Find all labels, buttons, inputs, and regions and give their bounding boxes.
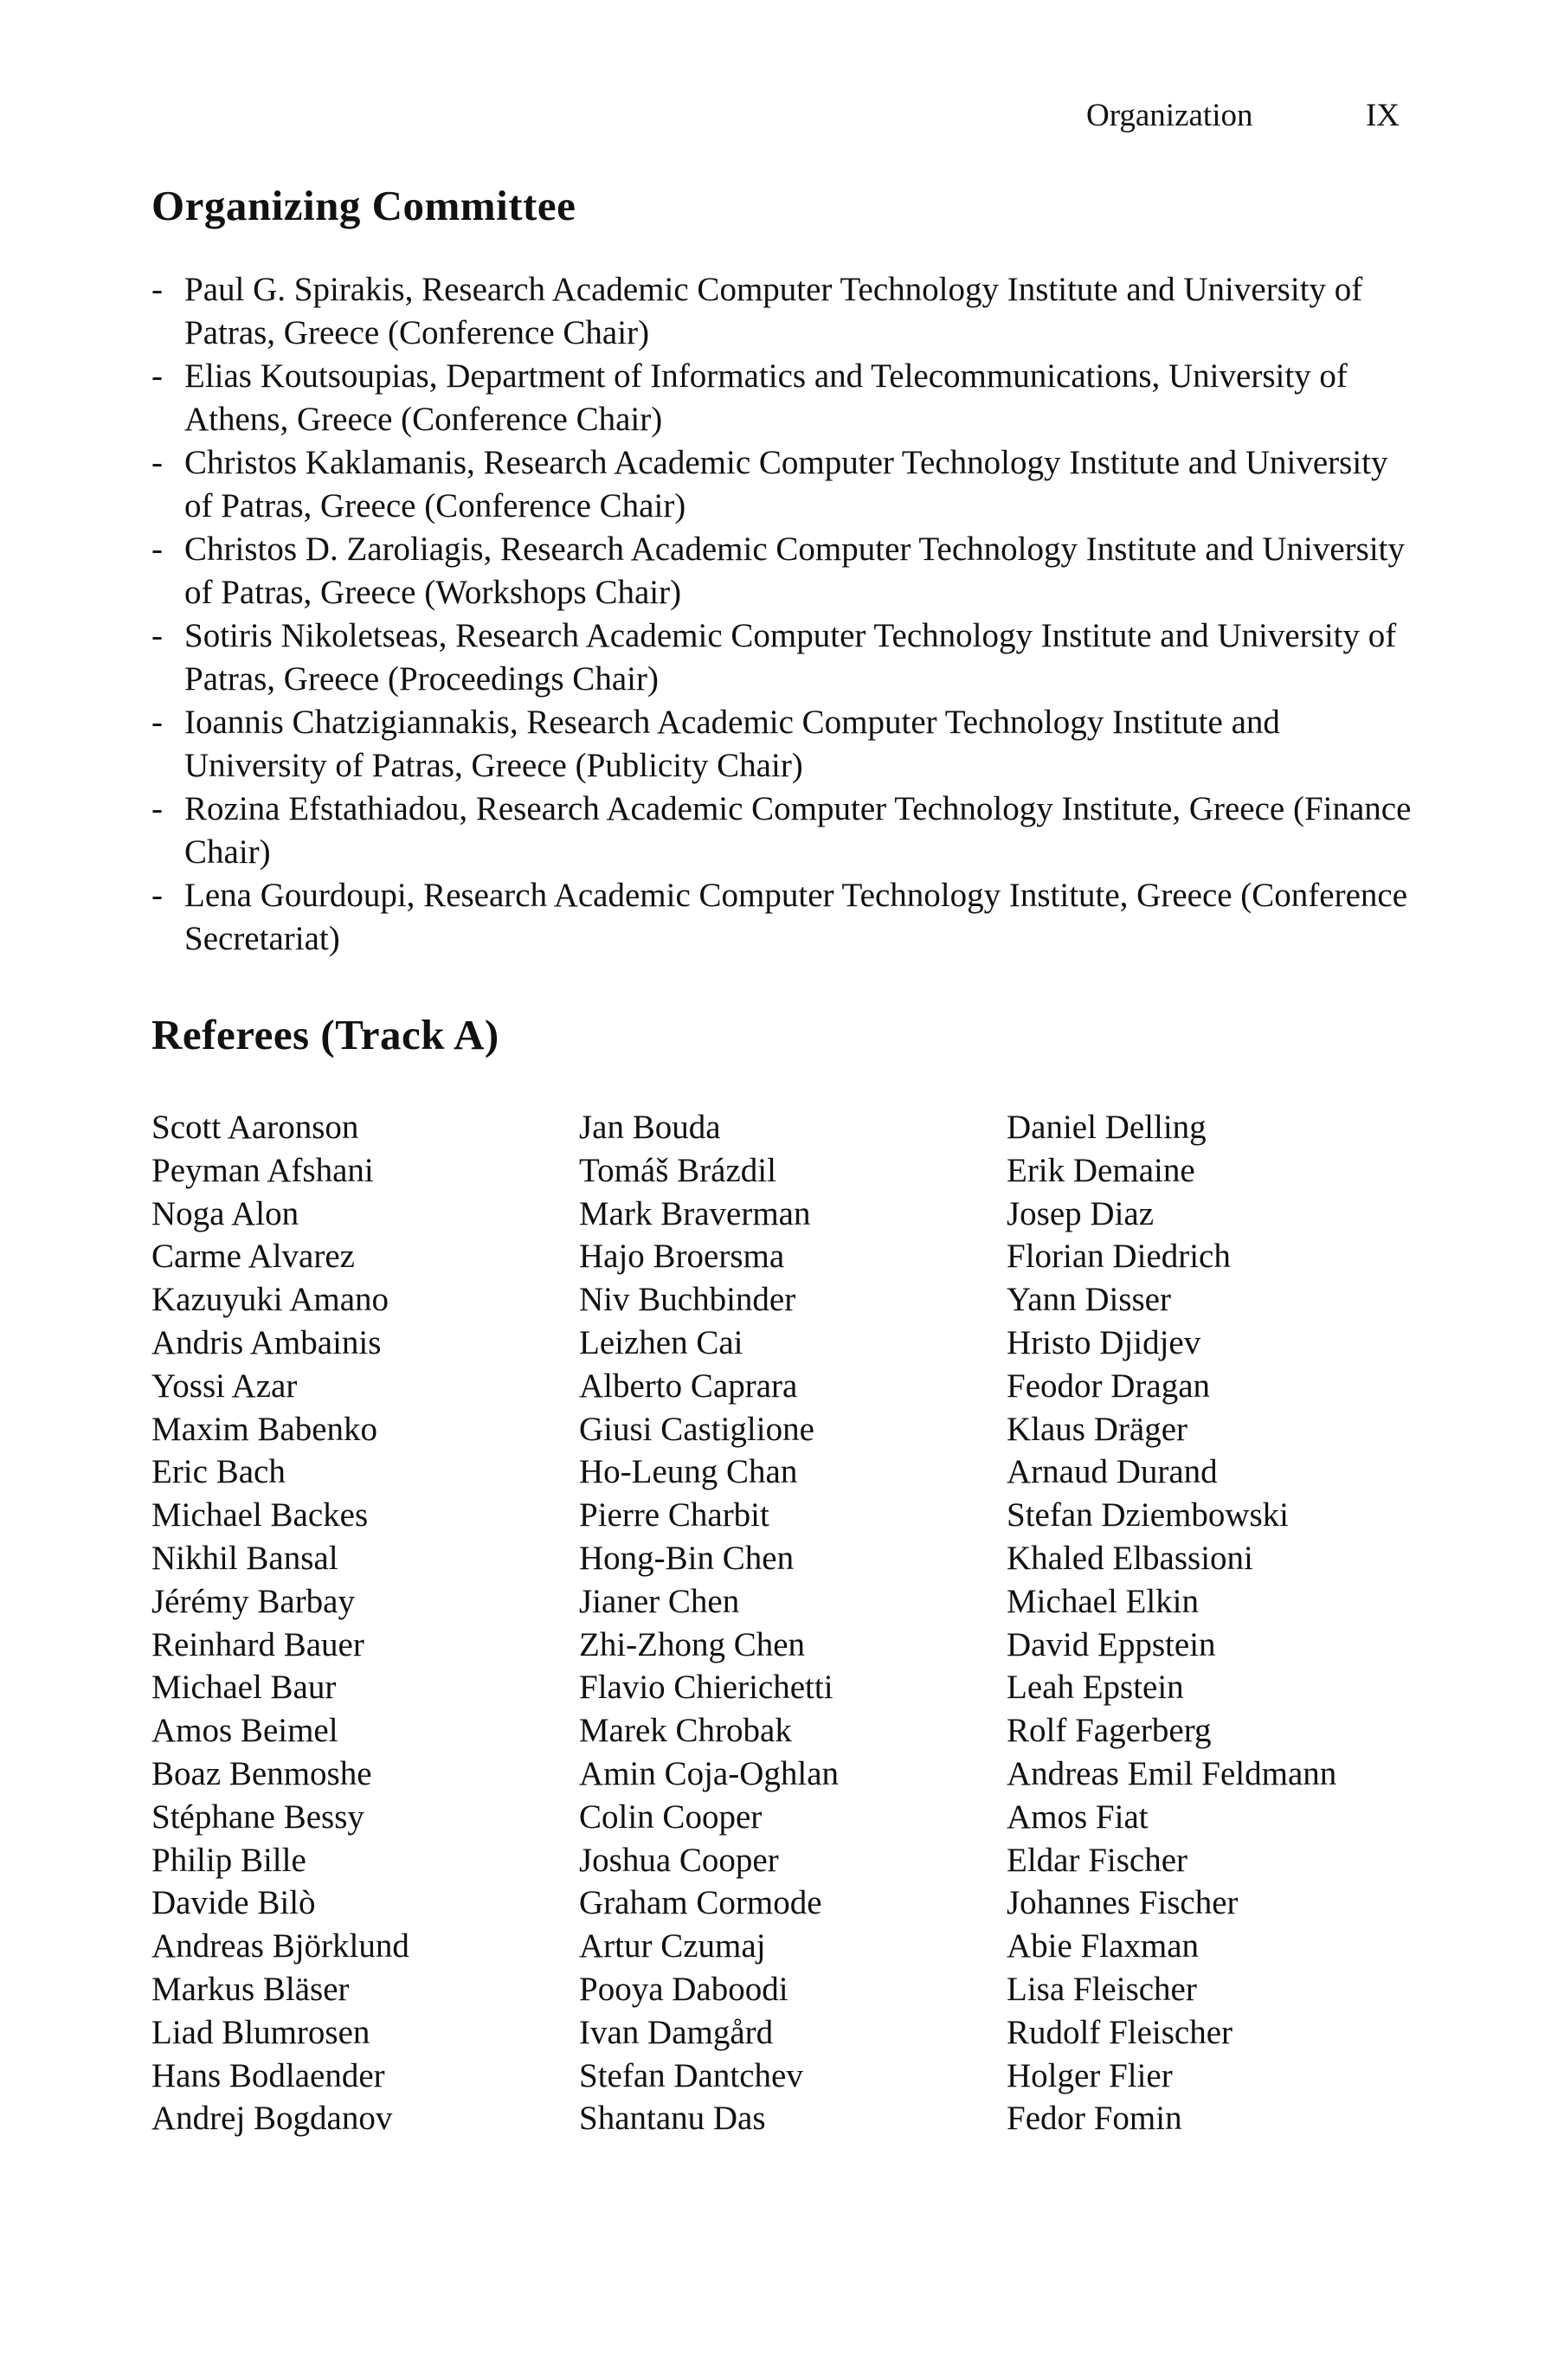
referee-name: Philip Bille	[151, 1841, 306, 1879]
list-dash: -	[151, 271, 163, 308]
referee-name: Scott Aaronson	[151, 1109, 359, 1146]
referee-name: Noga Alon	[151, 1194, 299, 1232]
referee-name: Rolf Fagerberg	[1007, 1712, 1212, 1750]
referee-name: Jérémy Barbay	[151, 1582, 355, 1620]
list-dash: -	[151, 531, 163, 568]
referee-name: Pooya Daboodi	[579, 1970, 788, 2008]
referee-name: Yossi Azar	[151, 1367, 298, 1405]
referees-columns	[151, 1106, 1450, 2162]
referee-name: Amin Coja-Oghlan	[579, 1754, 840, 1792]
referee-name: Stefan Dantchev	[579, 2056, 803, 2094]
referee-name: Mark Braverman	[579, 1194, 811, 1232]
referee-name: Yann Disser	[1007, 1281, 1171, 1319]
referee-name: Ho-Leung Chan	[579, 1453, 798, 1491]
referee-name: Flavio Chierichetti	[579, 1669, 833, 1707]
referee-name: Joshua Cooper	[579, 1841, 779, 1879]
committee-entry	[151, 355, 1415, 441]
committee-entry	[151, 701, 1415, 788]
referee-name: Liad Blumrosen	[151, 2013, 370, 2051]
referee-name: Daniel Delling	[1007, 1109, 1207, 1146]
committee-entry-text: Ioannis Chatzigiannakis, Research Academic Computer Technology Institute and University of Patras, Greece (Publicity Chair)	[184, 704, 1280, 784]
referee-name: Colin Cooper	[579, 1798, 763, 1836]
referee-name: Holger Flier	[1007, 2056, 1173, 2094]
committee-entry	[151, 441, 1415, 528]
referee-name: David Eppstein	[1007, 1625, 1216, 1663]
committee-entry-text: Paul G. Spirakis, Research Academic Computer Technology Institute and University of Patras, Greece (Conference Chair)	[184, 271, 1363, 351]
referee-name: Stéphane Bessy	[151, 1798, 364, 1836]
referee-name: Khaled Elbassioni	[1007, 1539, 1253, 1577]
referee-name: Hristo Djidjev	[1007, 1323, 1201, 1361]
referee-name: Shantanu Das	[579, 2100, 766, 2138]
referee-name: Leizhen Cai	[579, 1323, 743, 1361]
committee-entry-text: Elias Koutsoupias, Department of Informatics and Telecommunications, University of Athens, Greece (Conference Chair)	[184, 357, 1348, 438]
referee-name: Lisa Fleischer	[1007, 1970, 1197, 2008]
referee-column-1	[151, 1106, 409, 2140]
referee-name: Amos Fiat	[1007, 1798, 1149, 1836]
referee-name: Marek Chrobak	[579, 1712, 792, 1750]
referee-name: Davide Bilò	[151, 1884, 316, 1922]
referee-name: Boaz Benmoshe	[151, 1754, 372, 1792]
page-number: IX	[1365, 98, 1400, 133]
committee-entry	[151, 528, 1415, 614]
committee-entry	[151, 788, 1415, 874]
referee-name: Ivan Damgård	[579, 2013, 774, 2051]
organizing-committee-heading: Organizing Committee	[151, 182, 576, 229]
list-dash: -	[151, 357, 163, 395]
referee-name: Stefan Dziembowski	[1007, 1496, 1290, 1534]
referee-name: Andris Ambainis	[151, 1323, 382, 1361]
referee-name: Zhi-Zhong Chen	[579, 1625, 806, 1663]
referee-name: Andrej Bogdanov	[151, 2100, 393, 2138]
referee-column-3	[1007, 1106, 1336, 2140]
referee-name: Andreas Björklund	[151, 1927, 409, 1965]
committee-entry	[151, 874, 1415, 961]
referee-name: Giusi Castiglione	[579, 1410, 814, 1448]
referee-name: Eldar Fischer	[1007, 1841, 1188, 1879]
referee-name: Hong-Bin Chen	[579, 1539, 795, 1577]
referee-name: Maxim Babenko	[151, 1410, 378, 1448]
referee-name: Reinhard Bauer	[151, 1625, 364, 1663]
referee-name: Graham Cormode	[579, 1884, 822, 1922]
referee-name: Abie Flaxman	[1007, 1927, 1200, 1965]
referee-name: Arnaud Durand	[1007, 1453, 1218, 1491]
referee-column-2	[579, 1106, 839, 2140]
referee-name: Michael Backes	[151, 1496, 369, 1534]
referee-name: Alberto Caprara	[579, 1367, 798, 1405]
referee-name: Markus Bläser	[151, 1970, 350, 2008]
list-dash: -	[151, 444, 163, 481]
referee-name: Nikhil Bansal	[151, 1539, 338, 1577]
referee-name: Amos Beimel	[151, 1712, 338, 1750]
committee-entry-text: Christos Kaklamanis, Research Academic Computer Technology Institute and University of Patras, Greece (Conference Chair)	[184, 444, 1388, 524]
organizing-committee-list	[151, 268, 1415, 961]
referee-name: Leah Epstein	[1007, 1669, 1184, 1707]
list-dash: -	[151, 704, 163, 741]
referee-name: Michael Elkin	[1007, 1582, 1200, 1620]
referee-name: Pierre Charbit	[579, 1496, 769, 1534]
referee-name: Michael Baur	[151, 1669, 337, 1707]
referee-name: Jianer Chen	[579, 1582, 740, 1620]
list-dash: -	[151, 877, 163, 914]
referee-name: Johannes Fischer	[1007, 1884, 1239, 1922]
referee-name: Tomáš Brázdil	[579, 1151, 776, 1189]
committee-entry-text: Lena Gourdoupi, Research Academic Computer Technology Institute, Greece (Conference Secretariat)	[184, 877, 1408, 957]
referee-name: Peyman Afshani	[151, 1151, 374, 1189]
committee-entry	[151, 614, 1415, 701]
referee-name: Fedor Fomin	[1007, 2100, 1182, 2138]
committee-entry-text: Rozina Efstathiadou, Research Academic Computer Technology Institute, Greece (Finance Chair)	[184, 790, 1412, 871]
committee-entry-text: Christos D. Zaroliagis, Research Academic Computer Technology Institute and University of Patras, Greece (Workshops Chair)	[184, 531, 1405, 611]
referee-name: Carme Alvarez	[151, 1238, 355, 1276]
referee-name: Klaus Dräger	[1007, 1410, 1187, 1448]
referee-name: Rudolf Fleischer	[1007, 2013, 1233, 2051]
running-head: Organization	[1086, 98, 1253, 133]
committee-entry-text: Sotiris Nikoletseas, Research Academic Computer Technology Institute and University of Patras, Greece (Proceedings Chair)	[184, 617, 1397, 698]
referee-name: Jan Bouda	[579, 1109, 721, 1146]
list-dash: -	[151, 790, 163, 827]
referee-name: Hajo Broersma	[579, 1238, 785, 1276]
referee-name: Artur Czumaj	[579, 1927, 766, 1965]
committee-entry	[151, 268, 1415, 355]
referee-name: Florian Diedrich	[1007, 1238, 1231, 1276]
referees-heading: Referees (Track A)	[151, 1011, 499, 1058]
referee-name: Josep Diaz	[1007, 1194, 1155, 1232]
referee-name: Eric Bach	[151, 1453, 286, 1491]
referee-name: Hans Bodlaender	[151, 2056, 385, 2094]
referee-name: Erik Demaine	[1007, 1151, 1195, 1189]
list-dash: -	[151, 617, 163, 654]
referee-name: Niv Buchbinder	[579, 1281, 796, 1319]
referee-name: Kazuyuki Amano	[151, 1281, 389, 1319]
referee-name: Feodor Dragan	[1007, 1367, 1211, 1405]
referee-name: Andreas Emil Feldmann	[1007, 1754, 1337, 1792]
